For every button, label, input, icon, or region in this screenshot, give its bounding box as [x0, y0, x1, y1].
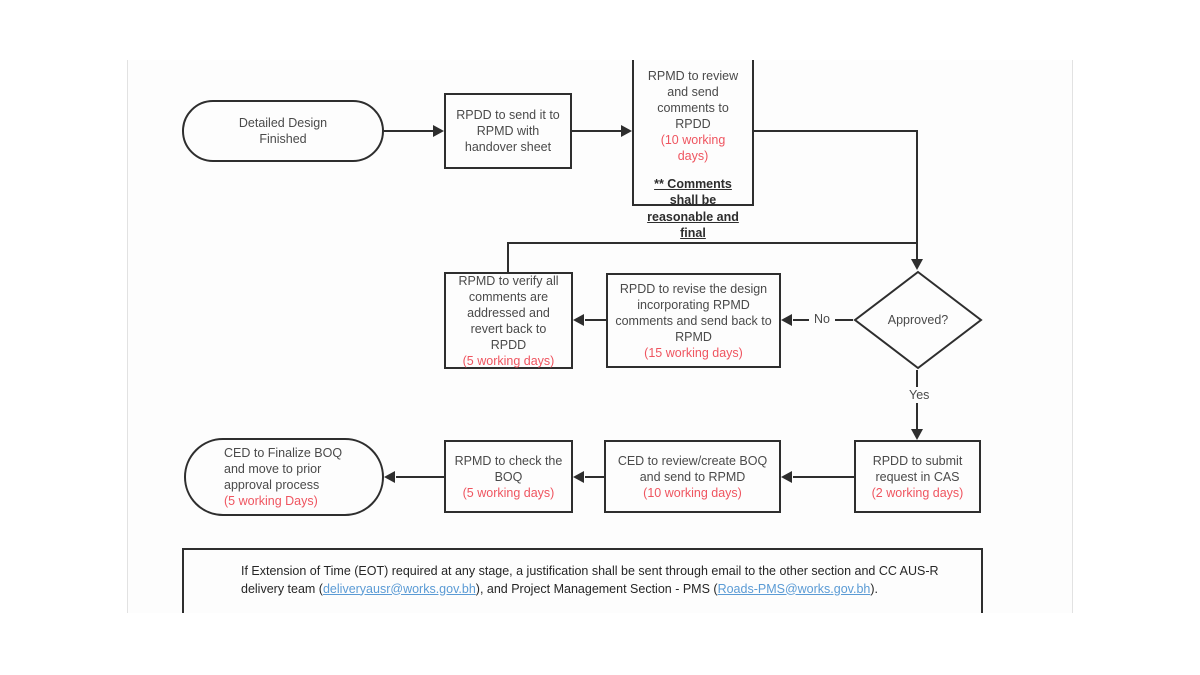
- eot-note-segment: If Extension of Time (EOT) required at any stage, a justification shall be sent through email to the other section and CC AUS-R delivery team (: [241, 564, 939, 596]
- node-review-boq: [604, 440, 781, 513]
- node-label: RPMD to review and send comments to RPDD: [647, 69, 739, 131]
- roads-pms-email-link[interactable]: Roads-PMS@works.gov.bh: [717, 581, 871, 596]
- node-duration: (10 working days): [643, 485, 742, 500]
- arrowhead-left-icon: [573, 471, 584, 483]
- node-duration: (2 working days): [871, 485, 964, 500]
- node-label: RPDD to submit request in CAS: [872, 453, 963, 484]
- eot-note-box: [182, 548, 983, 613]
- connector-start-to-send: [384, 130, 433, 132]
- node-decision-approved: [853, 270, 983, 370]
- arrowhead-left-icon: [781, 471, 792, 483]
- connector-check-to-finalize: [396, 476, 444, 478]
- node-label: CED to Finalize BOQ and move to prior approval process: [224, 446, 343, 492]
- node-duration: (5 working days): [462, 485, 555, 500]
- arrowhead-left-icon: [781, 314, 792, 326]
- connector-review-to-corner: [754, 130, 918, 132]
- document-page: [127, 60, 1073, 613]
- node-check-boq: [444, 440, 573, 513]
- node-finalize-terminator: [184, 438, 384, 516]
- edge-label-yes: Yes: [904, 387, 934, 403]
- connector-corner-to-decision: [916, 130, 918, 259]
- arrowhead-down-icon: [911, 259, 923, 270]
- edge-label-no: No: [809, 311, 835, 327]
- connector-revise-to-verify: [585, 319, 606, 321]
- node-verify-comments: [444, 272, 573, 369]
- node-duration: (15 working days): [644, 345, 743, 360]
- node-submit-cas: [854, 440, 981, 513]
- node-duration: (10 working days): [660, 133, 726, 163]
- eot-note-segment: ), and Project Management Section - PMS (: [475, 581, 718, 596]
- node-revise-design: [606, 273, 781, 368]
- node-duration: (5 working Days): [224, 494, 318, 508]
- node-footnote: ** Comments shall be reasonable and final: [647, 177, 739, 240]
- connector-boqreview-to-check: [585, 476, 604, 478]
- delivery-team-email-link[interactable]: deliveryausr@works.gov.bh: [322, 581, 476, 596]
- node-label: RPDD to send it to RPMD with handover sheet: [456, 108, 560, 154]
- connector-verify-feedback-across: [507, 242, 918, 244]
- node-label: Detailed Design Finished: [238, 116, 328, 146]
- connector-send-to-review: [572, 130, 621, 132]
- arrowhead-left-icon: [384, 471, 395, 483]
- node-review-comments: [632, 60, 754, 240]
- node-duration: (5 working days): [462, 353, 555, 368]
- node-label: RPDD to revise the design incorporating RPMD comments and send back to RPMD: [615, 281, 772, 344]
- connector-cas-to-boqreview: [793, 476, 854, 478]
- decision-label: Approved?: [887, 313, 949, 327]
- node-start-terminator: [182, 100, 384, 162]
- node-label: RPMD to check the BOQ: [454, 453, 563, 484]
- eot-note-segment: ).: [870, 581, 878, 596]
- arrowhead-right-icon: [621, 125, 632, 137]
- connector-verify-feedback-up: [507, 242, 509, 273]
- node-label: CED to review/create BOQ and send to RPMD: [617, 453, 768, 484]
- arrowhead-down-icon: [911, 429, 923, 440]
- eot-note-text: [241, 563, 939, 598]
- arrowhead-right-icon: [433, 125, 444, 137]
- arrowhead-left-icon: [573, 314, 584, 326]
- node-label: RPMD to verify all comments are addressed and revert back to RPDD: [458, 273, 559, 352]
- node-send-handover: [444, 93, 572, 169]
